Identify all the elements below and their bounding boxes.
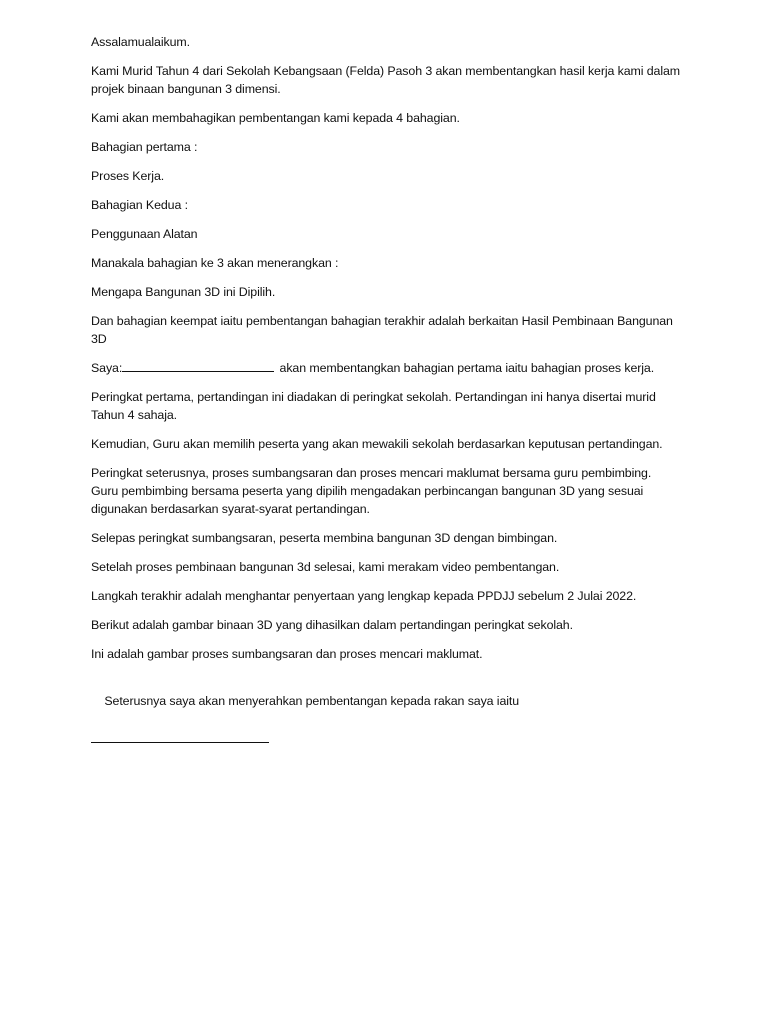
document-page: [91, 33, 684, 790]
part-two-topic: Penggunaan Alatan: [91, 227, 198, 241]
photo-build-paragraph: Berikut adalah gambar binaan 3D yang dihasilkan dalam pertandingan peringkat sekolah.: [91, 618, 573, 632]
brainstorm-paragraph: Peringkat seterusnya, proses sumbangsaran dan proses mencari maklumat bersama guru pembimbing. Guru pembimbing bersama peserta yang dipilih mengadakan perbincangan bangunan 3D yang sesuai digunakan berdasarkan syarat-syarat pertandingan.: [91, 466, 655, 516]
closing-text: Seterusnya saya akan menyerahkan pembentangan kepada rakan saya iaitu: [104, 694, 520, 708]
build-paragraph: Selepas peringkat sumbangsaran, peserta membina bangunan 3D dengan bimbingan.: [91, 531, 558, 545]
part-three-heading: Manakala bahagian ke 3 akan menerangkan :: [91, 256, 339, 270]
saya-line-text: akan membentangkan bahagian pertama iaitu bahagian proses kerja.: [276, 361, 655, 375]
greeting: Assalamualaikum.: [91, 35, 190, 49]
part-three-topic: Mengapa Bangunan 3D ini Dipilih.: [91, 285, 276, 299]
submission-paragraph: Langkah terakhir adalah menghantar penyertaan yang lengkap kepada PPDJJ sebelum 2 Julai 2022.: [91, 589, 637, 603]
video-paragraph: Setelah proses pembinaan bangunan 3d selesai, kami merakam video pembentangan.: [91, 560, 560, 574]
photo-brainstorm-paragraph: Ini adalah gambar proses sumbangsaran dan proses mencari maklumat.: [91, 647, 483, 661]
part-one-topic: Proses Kerja.: [91, 169, 165, 183]
saya-line: [91, 359, 681, 377]
division-paragraph: Kami akan membahagikan pembentangan kami kepada 4 bahagian.: [91, 111, 460, 125]
teacher-selection-paragraph: Kemudian, Guru akan memilih peserta yang akan mewakili sekolah berdasarkan keputusan pertandingan.: [91, 437, 663, 451]
part-one-heading: Bahagian pertama :: [91, 140, 198, 154]
colleague-name-blank-field[interactable]: [91, 730, 269, 743]
closing-paragraph: [91, 674, 681, 779]
name-blank-field[interactable]: [122, 359, 274, 372]
part-four-paragraph: Dan bahagian keempat iaitu pembentangan bahagian terakhir adalah berkaitan Hasil Pembinaan Bangunan 3D: [91, 314, 677, 346]
stage-one-paragraph: Peringkat pertama, pertandingan ini diadakan di peringkat sekolah. Pertandingan ini hanya disertai murid Tahun 4 sahaja.: [91, 390, 659, 422]
intro-paragraph: Kami Murid Tahun 4 dari Sekolah Kebangsaan (Felda) Pasoh 3 akan membentangkan hasil kerja kami dalam projek binaan bangunan 3 dimensi.: [91, 64, 684, 96]
saya-label: Saya:: [91, 361, 123, 375]
part-two-heading: Bahagian Kedua :: [91, 198, 188, 212]
